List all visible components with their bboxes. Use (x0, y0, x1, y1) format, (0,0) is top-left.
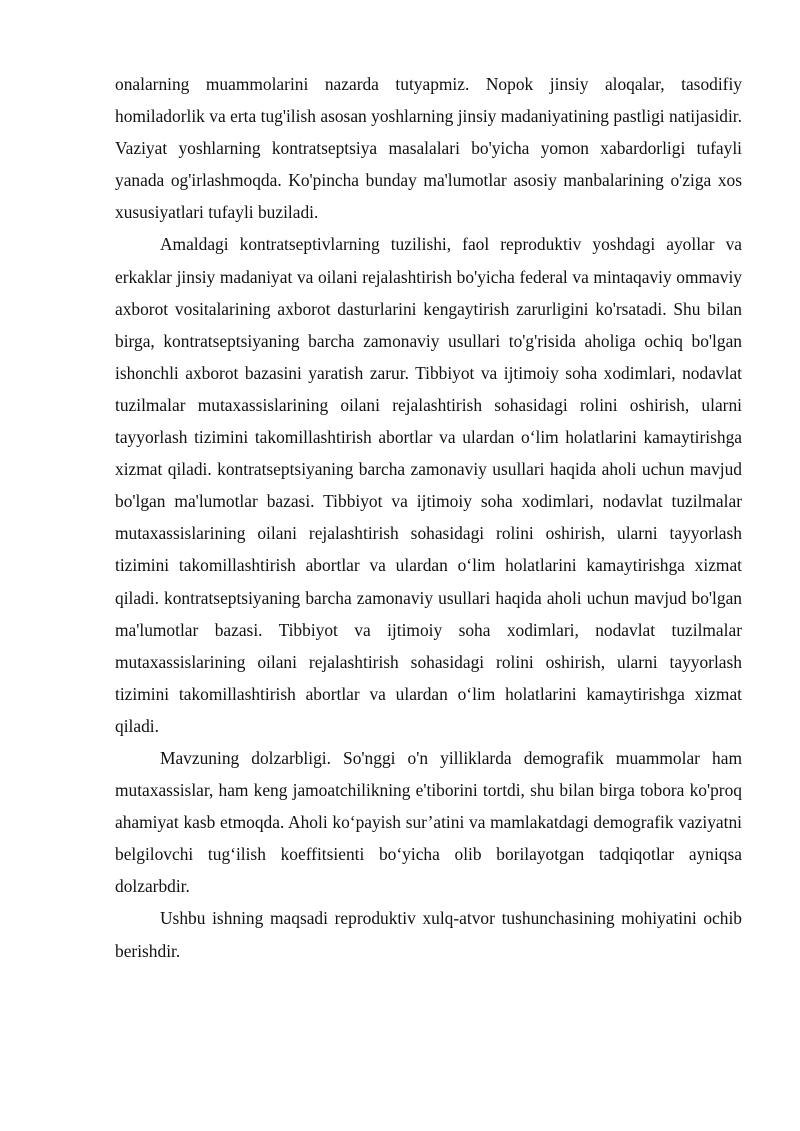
paragraph-aim: Ushbu ishning maqsadi reproduktiv xulq-atvor tushunchasining mohiyatini ochib berishdir. (115, 908, 742, 961)
paragraph-relevance: Mavzuning dolzarbligi. So'nggi o'n yilliklarda demografik muammolar ham mutaxassislar, ham keng jamoatchilikning e'tiborini tortdi, shu bilan birga tobora ko'proq ahamiyat kasb etmoqda. Aholi ko‘payish sur’atini va mamlakatdagi demografik vaziyatni belgilovchi tug‘ilish koeffitsienti bo‘yicha olib borilayotgan tadqiqotlar ayniqsa dolzarbdir. (115, 747, 742, 897)
paragraph-contraceptives: Amaldagi kontratseptivlarning tuzilishi, faol reproduktiv yoshdagi ayollar va erkaklar jinsiy madaniyat va oilani rejalashtirish bo'yicha federal va mintaqaviy ommaviy axborot vositalarining axborot dasturlarini kengaytirish zarurligini ko'rsatadi. Shu bilan birga, kontratseptsiyaning barcha zamonaviy usullari to'g'risida aholiga ochiq bo'lgan ishonchli axborot bazasini yaratish zarur. Tibbiyot va ijtimoiy soha xodimlari, nodavlat tuzilmalar mutaxassislarining oilani rejalashtirish sohasidagi rolini oshirish, ularni tayyorlash tizimini takomillashtirish abortlar va ulardan o‘lim holatlarini kamaytirishga xizmat qiladi. kontratseptsiyaning barcha zamonaviy usullari haqida aholi uchun mavjud bo'lgan ma'lumotlar bazasi. Tibbiyot va ijtimoiy soha xodimlari, nodavlat tuzilmalar mutaxassislarining oilani rejalashtirish sohasidagi rolini oshirish, ularni tayyorlash tizimini takomillashtirish abortlar va ulardan o‘lim holatlarini kamaytirishga xizmat qiladi. kontratseptsiyaning barcha zamonaviy usullari haqida aholi uchun mavjud bo'lgan ma'lumotlar bazasi. Tibbiyot va ijtimoiy soha xodimlari, nodavlat tuzilmalar mutaxassislarining oilani rejalashtirish sohasidagi rolini oshirish, ularni tayyorlash tizimini takomillashtirish abortlar va ulardan o‘lim holatlarini kamaytirishga xizmat qiladi. (115, 234, 742, 736)
document-page (115, 68, 742, 967)
paragraph-continued: onalarning muammolarini nazarda tutyapmiz. Nopok jinsiy aloqalar, tasodifiy homiladorlik va erta tug'ilish asosan yoshlarning jinsiy madaniyatining pastligi natijasidir. Vaziyat yoshlarning kontratseptsiya masalalari bo'yicha yomon xabardorligi tufayli yanada og'irlashmoqda. Ko'pincha bunday ma'lumotlar asosiy manbalarining o'ziga xos xususiyatlari tufayli buziladi. (115, 74, 742, 223)
